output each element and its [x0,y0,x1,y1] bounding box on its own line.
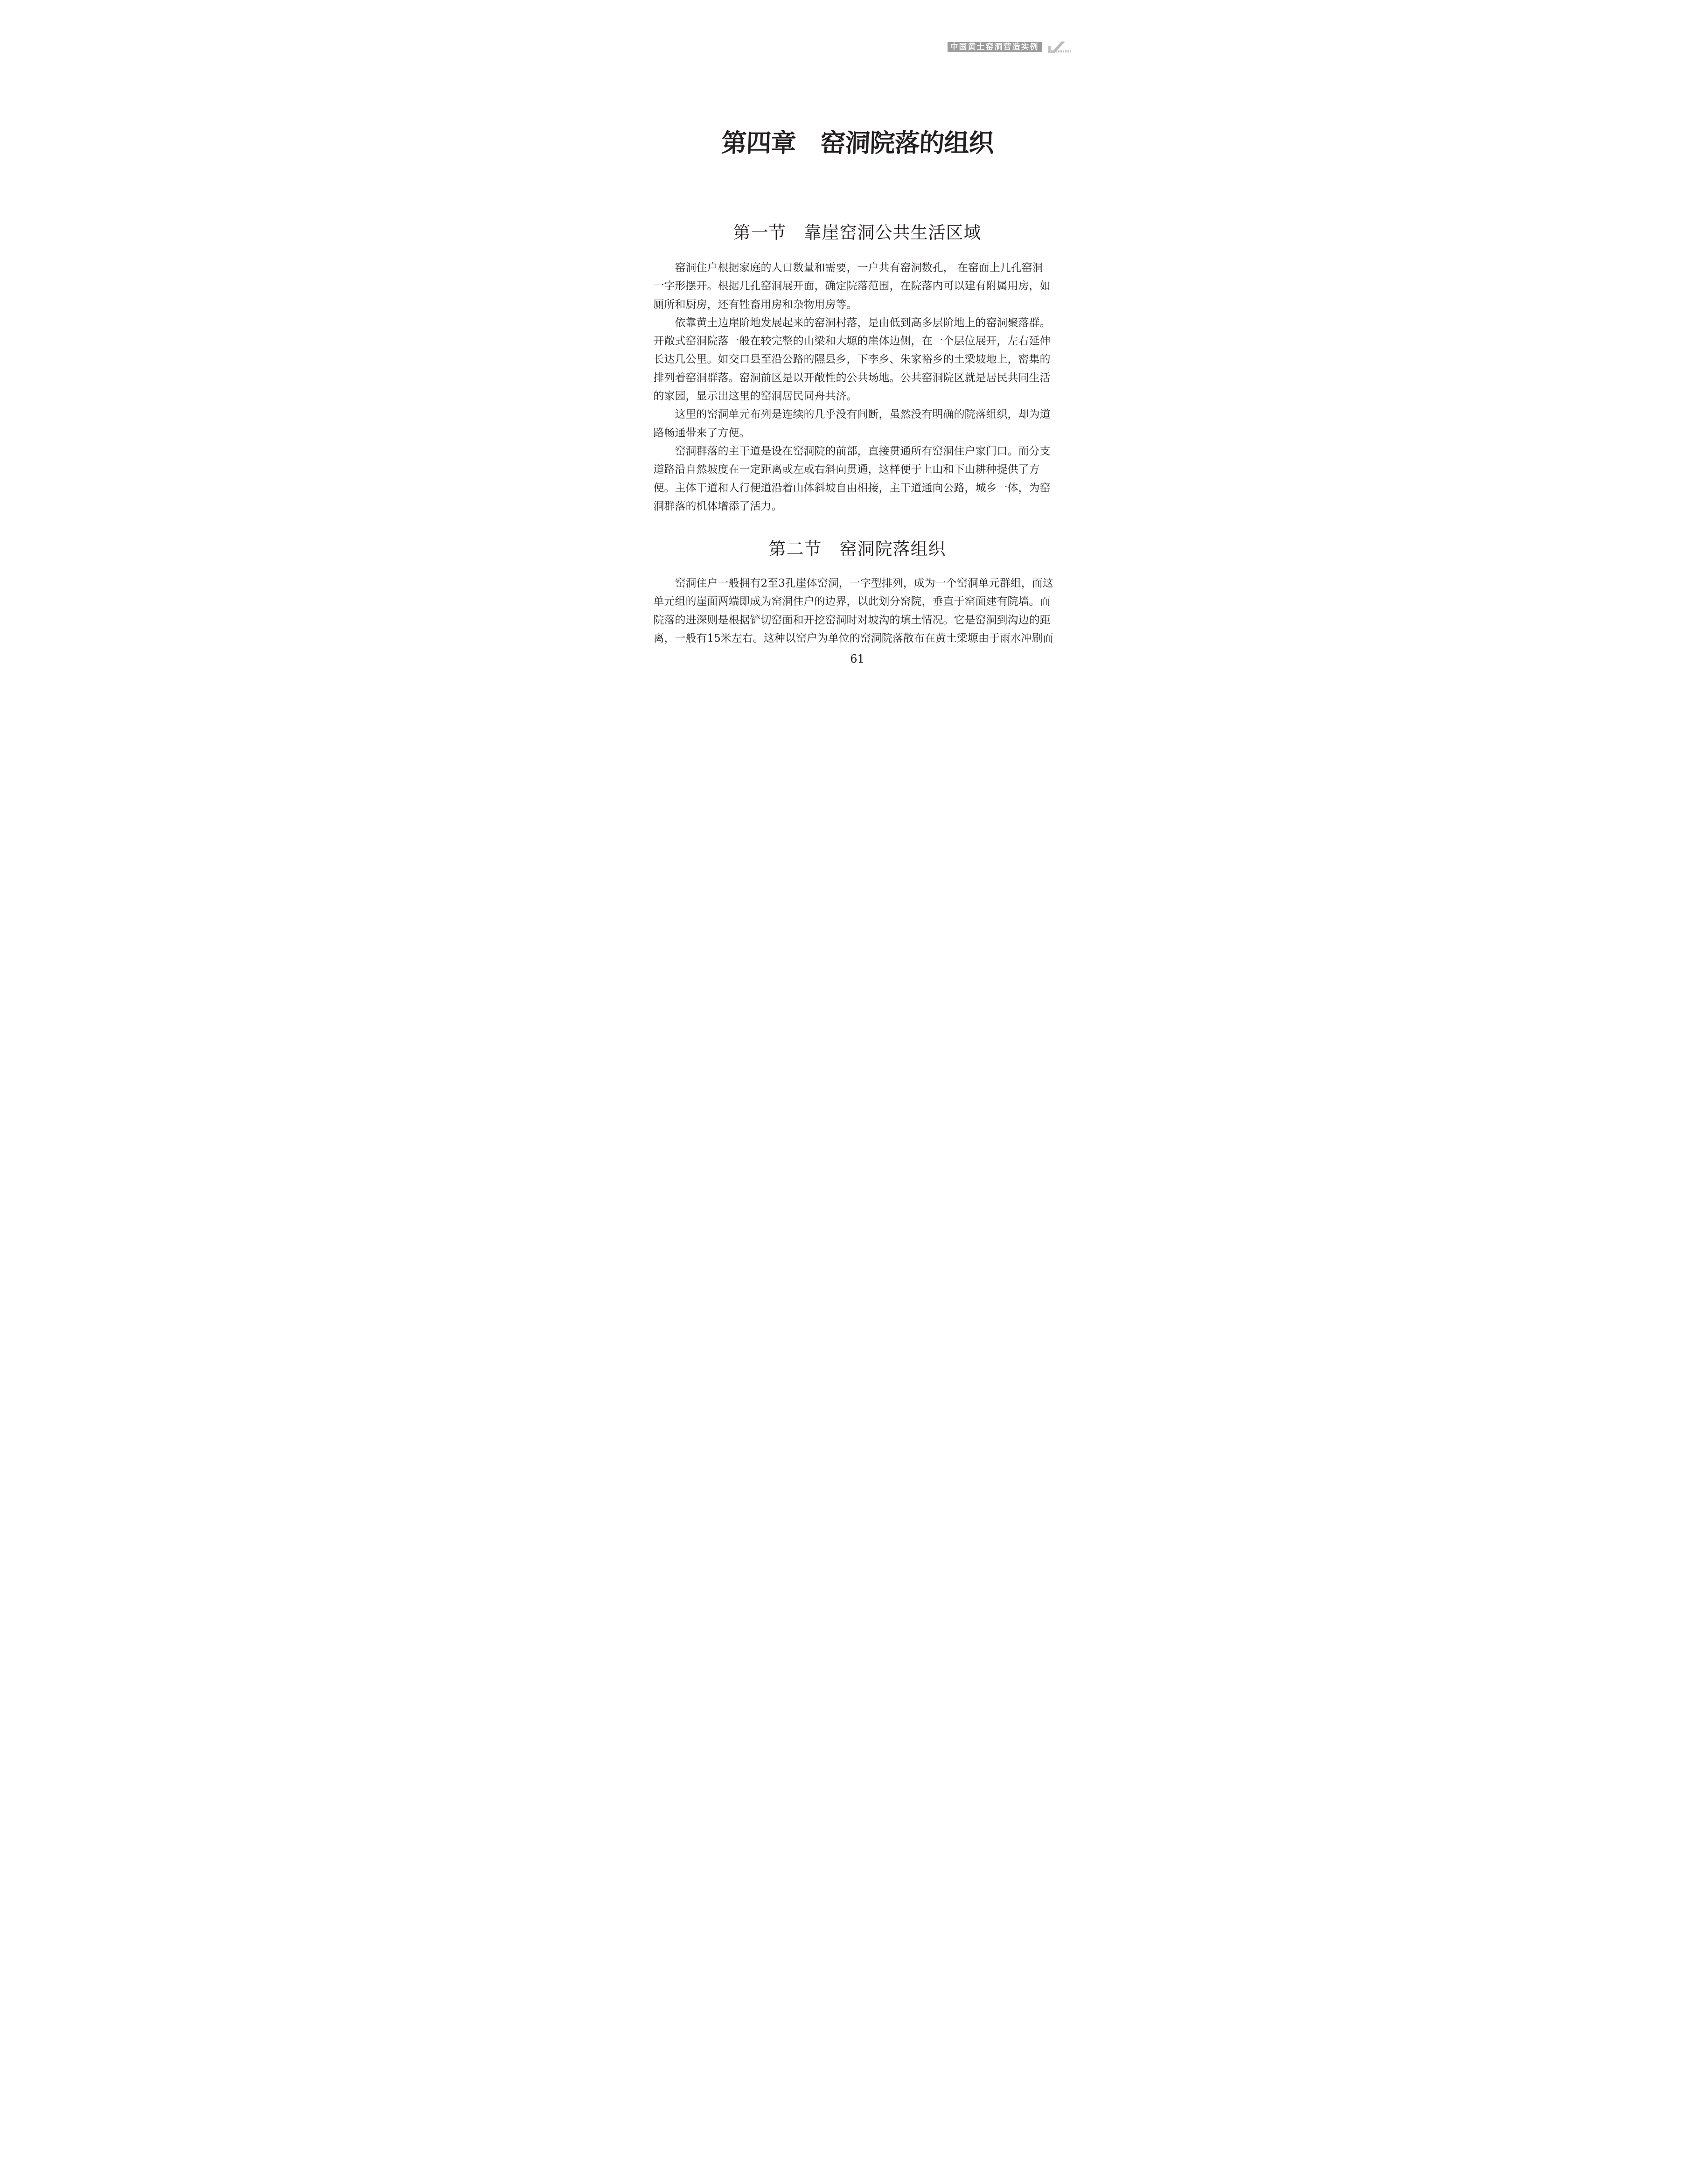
body-text-line: 这里的窑洞单元布列是连续的几乎没有间断，虽然没有明确的院落组织，却为道 [675,408,1051,421]
body-text-line: 单元组的崖面两端即成为窑洞住户的边界，以此划分窑院，垂直于窑面建有院墙。而 [653,595,1051,608]
running-header [948,42,1071,53]
body-text-line: 排列着窑洞群落。窑洞前区是以开敞性的公共场地。公共窑洞院区就是居民共同生活 [653,371,1051,384]
section-heading-1: 第一节 靠崖窑洞公共生活区域 [733,223,982,243]
body-text-line: 厕所和厨房，还有牲畜用房和杂物用房等。 [653,298,857,311]
page-corner-arrow-icon [1045,42,1071,53]
body-text-line: 窑洞群落的主干道是设在窑洞院的前部，直接贯通所有窑洞住户家门口。而分支 [675,445,1051,457]
body-text-line: 路畅通带来了方便。 [653,427,750,439]
section-heading-2: 第二节 窑洞院落组织 [768,539,946,559]
body-text-line: 长达几公里。如交口县至沿公路的隰县乡，下李乡、朱家裕乡的土梁坡地上，密集的 [653,353,1051,366]
body-text-line: 一字形摆开。根据几孔窑洞展开面，确定院落范围，在院落内可以建有附属用房，如 [653,280,1051,293]
body-text-line: 窑洞住户一般拥有2至3孔崖体窑洞，一字型排列，成为一个窑洞单元群组，而这 [675,577,1053,589]
body-text-line: 洞群落的机体增添了活力。 [653,500,782,512]
body-text-line: 道路沿自然坡度在一定距离或左或右斜向贯通，这样便于上山和下山耕种提供了方 [653,463,1040,476]
section-2-body [654,574,1061,648]
book-page [570,0,1139,723]
section-1-body [654,259,1061,516]
body-text-line: 离，一般有15米左右。这种以窑户为单位的窑洞院落散布在黄土梁塬由于雨水冲刷而 [653,632,1053,644]
body-text-line: 窑洞住户根据家庭的人口数量和需要，一户共有窑洞数孔， 在窑面上几孔窑洞 [675,262,1043,274]
body-text-line: 开敞式窑洞院落一般在较完整的山梁和大塬的崖体边侧，在一个层位展开，左右延伸 [653,335,1051,348]
body-text-line: 便。主体干道和人行便道沿着山体斜坡自由相接，主干道通向公路，城乡一体，为窑 [653,482,1051,494]
page-number: 61 [850,652,864,665]
body-text-line: 依靠黄土边崖阶地发展起来的窑洞村落，是由低到高多层阶地上的窑洞聚落群。 [675,316,1051,329]
body-text-line: 的家园，显示出这里的窑洞居民同舟共济。 [653,390,857,403]
body-text-line: 院落的进深则是根据铲切窑面和开挖窑洞时对坡沟的填土情况。它是窑洞到沟边的距 [653,614,1051,626]
running-header-title: 中国黄土窑洞营造实例 [948,42,1042,52]
chapter-title: 第四章 窑洞院落的组织 [720,128,994,158]
